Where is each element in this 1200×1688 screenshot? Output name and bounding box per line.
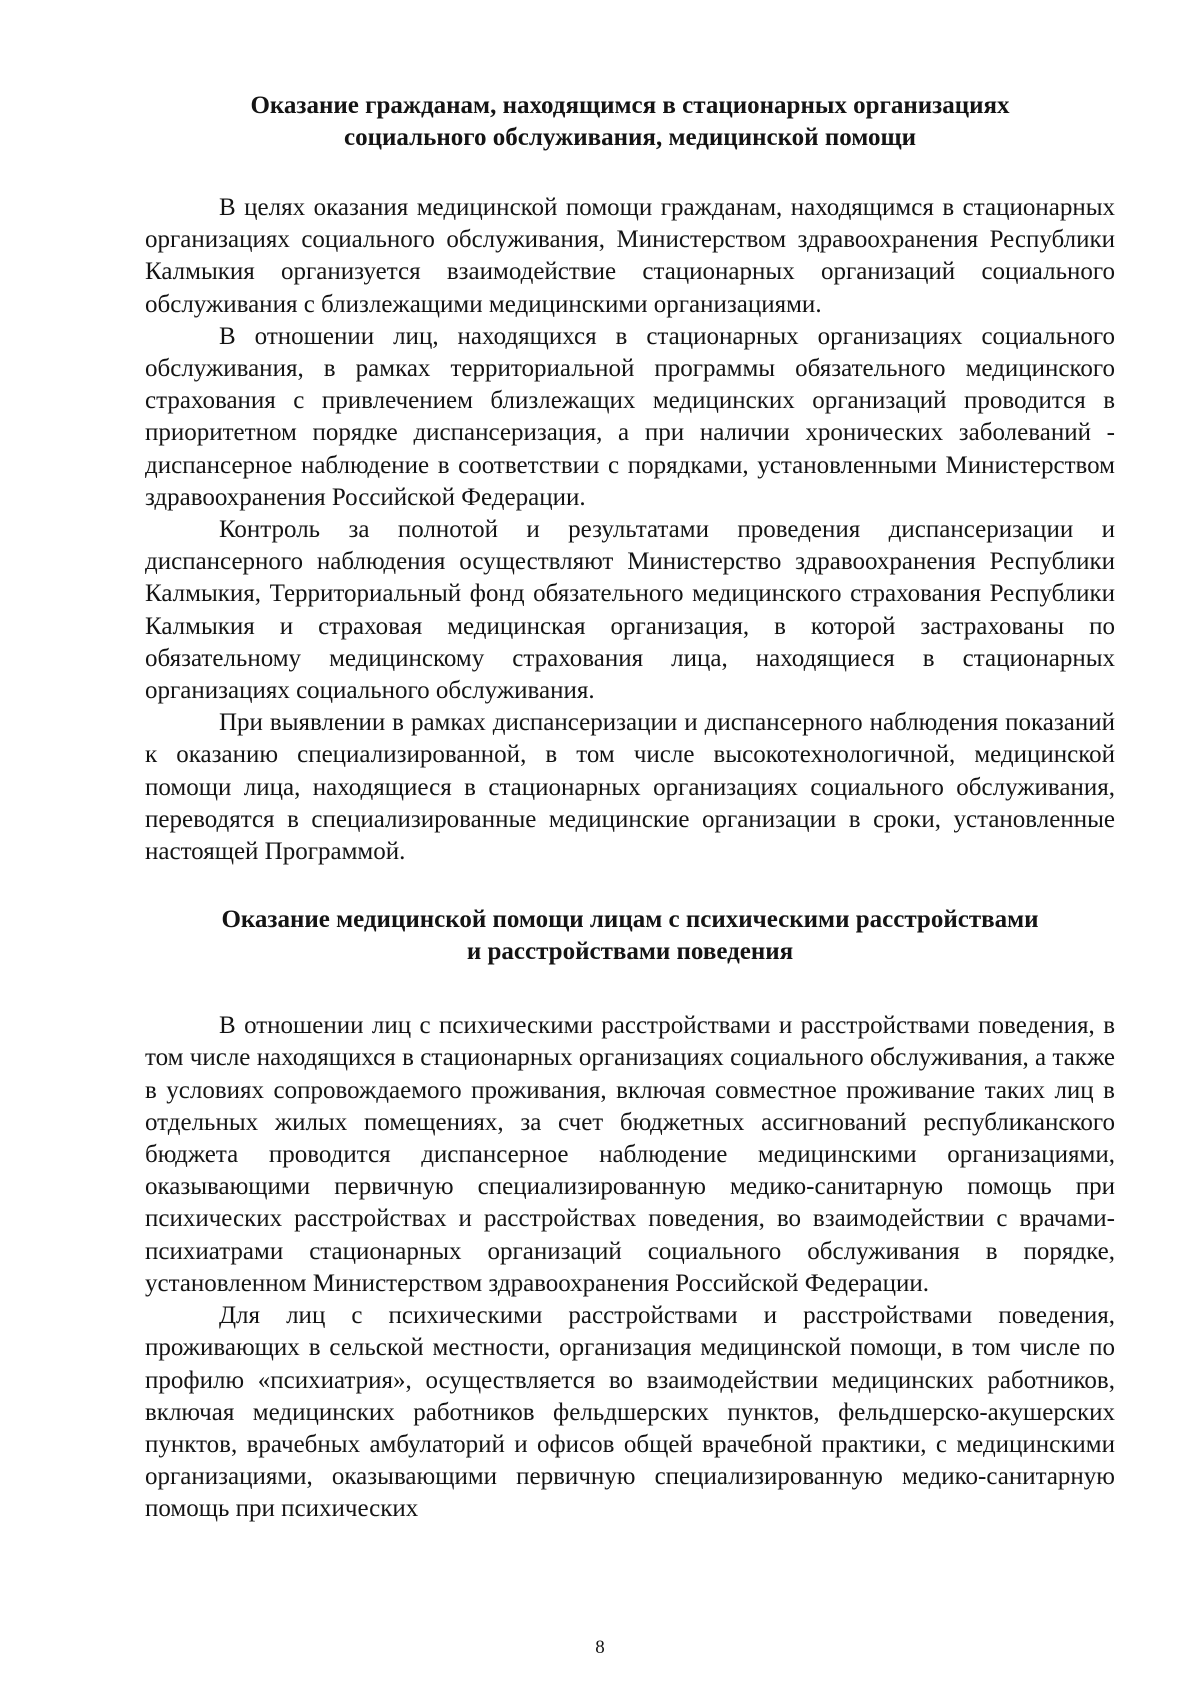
section-heading [145,90,1115,154]
paragraph: Контроль за полнотой и результатами проведения диспансеризации и диспансерного наблюдения осуществляют Министерство здравоохранения Республики Калмыкия, Территориальный фонд обязательного медицинского страхования Республики Калмыкия и страховая медицинская организация, в которой застрахованы по обязательному медицинскому страхования лица, находящиеся в стационарных организациях социального обслуживания. [145,516,1115,705]
page-number: 8 [595,1637,605,1658]
section-heading-line: и расстройствами поведения [466,938,794,966]
section-heading-line: Оказание гражданам, находящимся в стационарных организациях [250,92,1010,119]
section-heading-line: социального обслуживания, медицинской помощи [344,124,916,151]
section-heading-line: Оказание медицинской помощи лицам с психическими расстройствами [221,906,1039,934]
page-content [145,90,1115,1526]
paragraph: В целях оказания медицинской помощи гражданам, находящимся в стационарных организациях социального обслуживания, Министерством здравоохранения Республики Калмыкия организуется взаимодействие стационарных организаций социального обслуживания с близлежащими медицинскими организациями. [145,194,1115,318]
paragraph: Для лиц с психическими расстройствами и расстройствами поведения, проживающих в сельской местности, организация медицинской помощи, в том числе по профилю «психиатрия», осуществляется во взаимодействии медицинских работников, включая медицинских работников фельдшерских пунктов, фельдшерско-акушерских пунктов, врачебных амбулаторий и офисов общей врачебной практики, с медицинскими организациями, оказывающими первичную специализированную медико-санитарную помощь при психических [145,1302,1115,1523]
paragraph: В отношении лиц, находящихся в стационарных организациях социального обслуживания, в рамках территориальной программы обязательного медицинского страхования с привлечением близлежащих медицинских организаций проводится в приоритетном порядке диспансеризация, а при наличии хронических заболеваний - диспансерное наблюдение в соответствии с порядками, установленными Министерством здравоохранения Российской Федерации. [145,322,1115,511]
paragraph: При выявлении в рамках диспансеризации и диспансерного наблюдения показаний к оказанию специализированной, в том числе высокотехнологичной, медицинской помощи лица, находящиеся в стационарных организациях социального обслуживания, переводятся в специализированные медицинские организации в сроки, установленные настоящей Программой. [145,709,1115,866]
paragraph: В отношении лиц с психическими расстройствами и расстройствами поведения, в том числе находящихся в стационарных организациях социального обслуживания, а также в условиях сопровождаемого проживания, включая совместное проживание таких лиц в отдельных жилых помещениях, за счет бюджетных ассигнований республиканского бюджета проводится диспансерное наблюдение медицинскими организациями, оказывающими первичную специализированную медико-санитарную помощь при психических расстройствах и расстройствах поведения, во взаимодействии с врачами-психиатрами стационарных организаций социального обслуживания в порядке, установленном Министерством здравоохранения Российской Федерации. [145,1012,1115,1297]
section-heading [145,904,1115,968]
